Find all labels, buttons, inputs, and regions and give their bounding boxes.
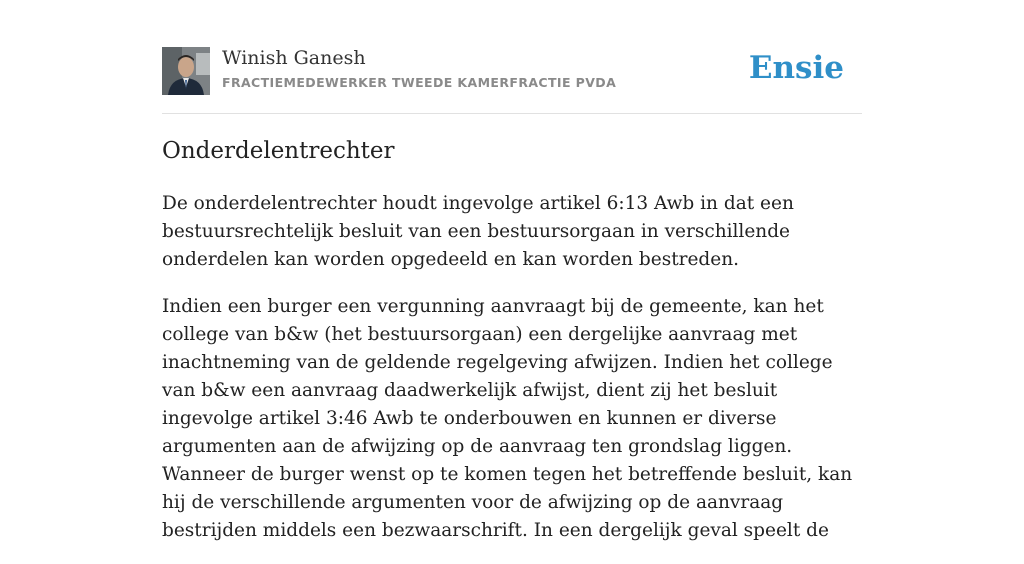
- ensie-logo[interactable]: Ensie: [748, 50, 844, 86]
- paragraph-1: De onderdelentrechter houdt ingevolge artikel 6:13 Awb in dat een bestuursrechtelijk besluit van een bestuursorgaan in verschillende onderdelen kan worden opgedeeld en kan worden bestreden.: [162, 193, 794, 270]
- author-avatar[interactable]: [162, 47, 210, 95]
- paragraph-2: Indien een burger een vergunning aanvraagt bij de gemeente, kan het college van b&w (het bestuursorgaan) een dergelijke aanvraag met inachtneming van de geldende regelgeving afwijzen. Indien het college van b&w een aanvraag daadwerkelijk afwijst, dient zij het besluit ingevolge artikel 3:46 Awb te onderbouwen en kunnen er diverse argumenten aan de afwijzing op de aanvraag ten grondslag liggen. Wanneer de burger wenst op te komen tegen het betreffende besluit, kan hij de verschillende argumenten voor de afwijzing op de aanvraag bestrijden middels een bezwaarschrift. In een dergelijk geval speelt de: [162, 296, 853, 541]
- article-title: Onderdelentrechter: [162, 138, 395, 164]
- article-header: [162, 46, 862, 96]
- avatar-photo: [162, 47, 210, 95]
- article-body: [162, 190, 862, 564]
- author-role: FRACTIEMEDEWERKER TWEEDE KAMERFRACTIE PVDA: [222, 75, 617, 90]
- header-divider: [162, 113, 862, 114]
- author-name[interactable]: Winish Ganesh: [222, 47, 366, 69]
